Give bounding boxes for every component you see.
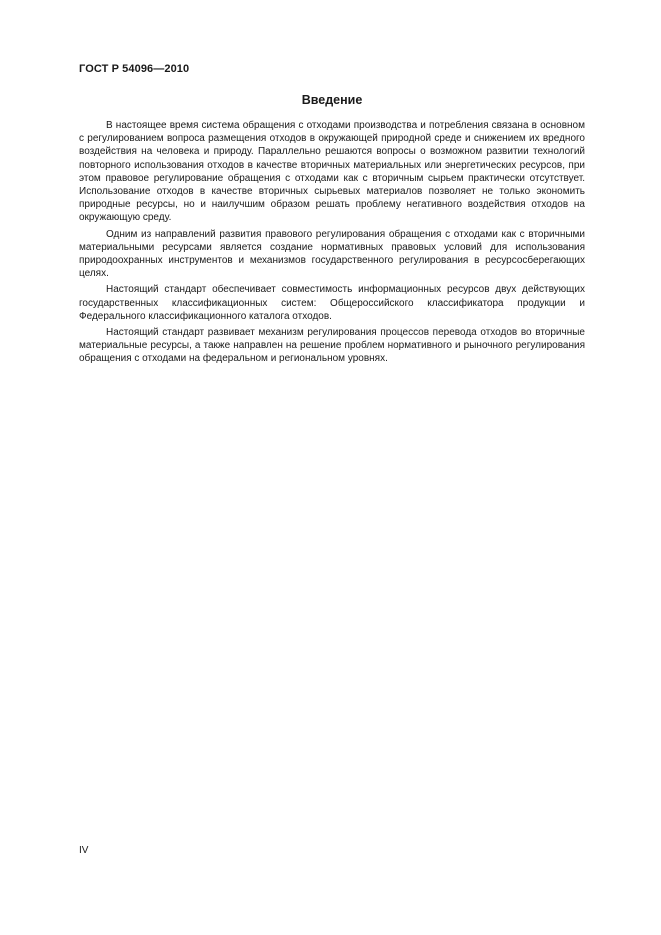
section-title: Введение	[301, 93, 363, 107]
introduction-body	[79, 119, 585, 369]
paragraph-1: В настоящее время система обращения с отходами производства и потребления связана в основном с регулированием вопроса размещения отходов в окружающей природной среде и снижением их вредного воздействия на человека и природу. Параллельно решаются вопросы о возможном развитии технологий повторного использования отходов в качестве вторичных материальных или энергетических ресурсов, при этом правовое регулирование обращения с отходами как с вторичным сырьем практически отсутствует. Использование отходов в качестве вторичных сырьевых материалов позволяет не только экономить природные ресурсы, но и наилучшим образом решать проблему негативного воздействия отходов на окружающую среду.	[79, 120, 585, 224]
page-number: IV	[79, 845, 89, 856]
paragraph-2: Одним из направлений развития правового регулирования обращения с отходами как с вторичными материальными ресурсами является создание нормативных правовых условий для использования природоохранных инструментов и механизмов государственного регулирования в ресурсосберегающих целях.	[79, 228, 585, 280]
paragraph-4: Настоящий стандарт развивает механизм регулирования процессов перевода отходов во вторичные материальные ресурсы, а также направлен на решение проблем нормативного и рыночного регулирования обращения с отходами на федеральном и региональном уровнях.	[79, 327, 585, 365]
document-header: ГОСТ Р 54096—2010	[79, 63, 190, 75]
paragraph-3: Настоящий стандарт обеспечивает совместимость информационных ресурсов двух действующих государственных классификационных систем: Общероссийского классификатора продукции и Федерального классификационного каталога отходов.	[79, 284, 585, 322]
